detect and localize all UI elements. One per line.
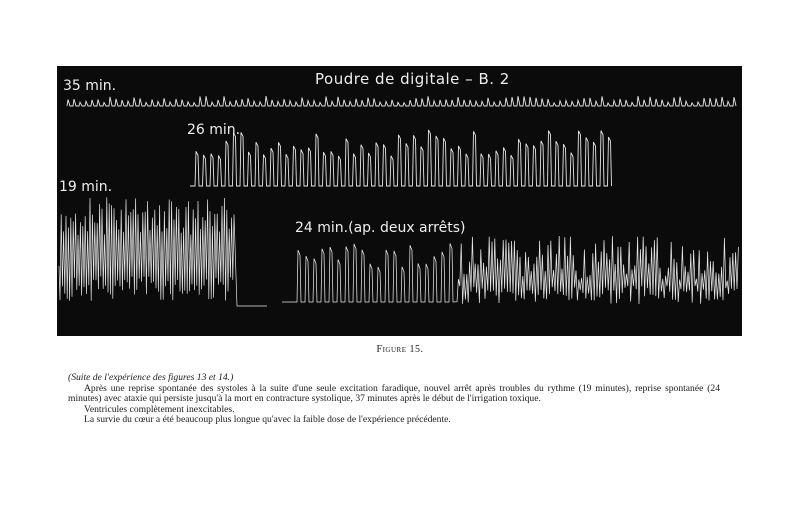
trace-label-19-min: 19 min.: [59, 179, 113, 195]
figure-plate: [57, 66, 742, 336]
caption-line: La survie du cœur a été beaucoup plus longue qu'avec la faible dose de l'expérience précédente.: [84, 414, 451, 426]
caption-line: Ventricules complètement inexcitables.: [84, 403, 235, 415]
trace-label-35-min: 35 min.: [63, 78, 117, 94]
trace-label-24-min: 24 min.(ap. deux arrêts): [295, 220, 466, 236]
figure-caption: [68, 373, 720, 426]
plate-title: Poudre de digitale – B. 2: [315, 70, 510, 88]
figure-number: Figure 15.: [376, 344, 424, 355]
caption-line: Après une reprise spontanée des systoles à la suite d'une seule excitation faradique, nouvel arrêt après troubles du rythme (19 minutes), reprise spontanée (24 minutes) avec ataxie qui persiste jusqu'à la mort en contracture systolique, 37 minutes après le début de l'irrigation toxique.: [68, 382, 720, 405]
trace-label-26-min: 26 min.: [187, 122, 241, 138]
caption-reference: (Suite de l'expérience des figures 13 et 14.): [68, 372, 234, 383]
